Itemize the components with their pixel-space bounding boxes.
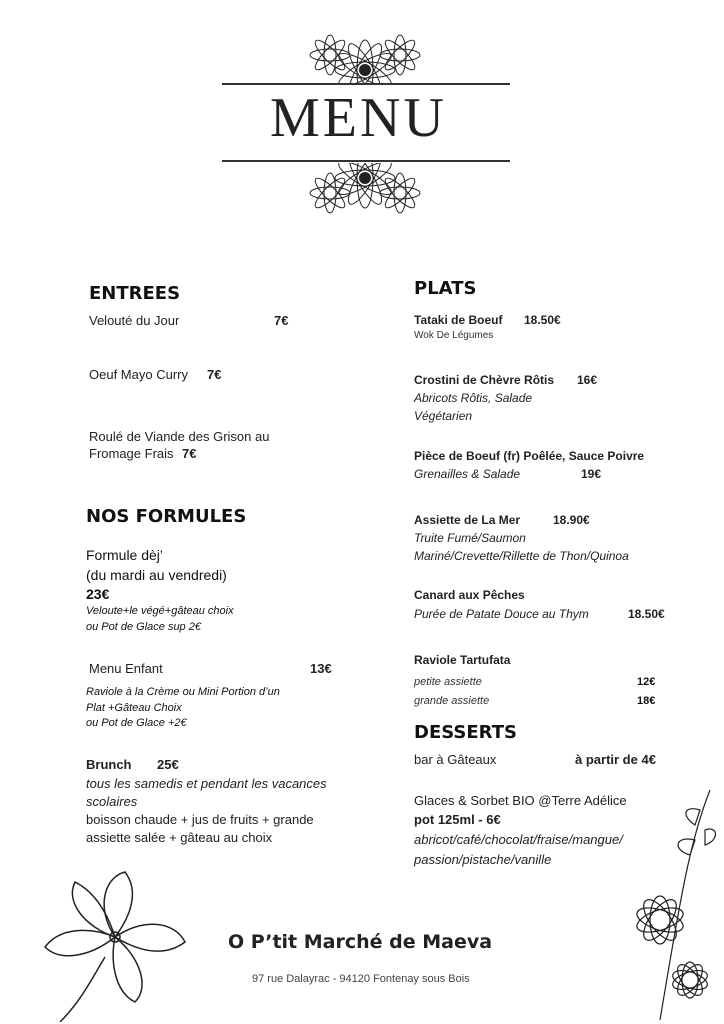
- entrees-heading: ENTREES: [89, 283, 181, 304]
- plat-desc: Végétarien: [414, 409, 473, 423]
- formule-price: 23€: [86, 586, 110, 602]
- plat-name: Assiette de La Mer: [414, 513, 521, 527]
- plat-name: Crostini de Chèvre Rôtis: [414, 373, 555, 387]
- desserts-heading: DESSERTS: [414, 722, 517, 743]
- formule-price: 13€: [310, 661, 332, 676]
- entree-name: Roulé de Viande des Grison au: [89, 429, 270, 444]
- formule-name: Brunch: [86, 757, 132, 772]
- plat-name: Pièce de Boeuf (fr) Poêlée, Sauce Poivre: [414, 449, 645, 463]
- dessert-name: Glaces & Sorbet BIO @Terre Adélice: [414, 793, 627, 808]
- plat-desc: Mariné/Crevette/Rillette de Thon/Quinoa: [414, 549, 629, 563]
- entree-price: 7€: [274, 313, 289, 328]
- title-rule-bottom: [222, 160, 510, 162]
- formule-desc: boisson chaude + jus de fruits + grande: [86, 812, 314, 827]
- plat-price: 19€: [581, 467, 602, 481]
- entree-name: Oeuf Mayo Curry: [89, 367, 188, 382]
- plat-name: Tataki de Boeuf: [414, 313, 503, 327]
- formule-desc: assiette salée + gâteau au choix: [86, 830, 273, 845]
- plat-option: grande assiette: [414, 695, 490, 707]
- restaurant-address: 97 rue Dalayrac - 94120 Fontenay sous Bois: [252, 973, 470, 985]
- formule-desc: ou Pot de Glace +2€: [86, 717, 187, 729]
- entree-name: Velouté du Jour: [89, 313, 180, 328]
- plats-heading: PLATS: [414, 278, 477, 299]
- plat-price: 18.50€: [524, 313, 561, 327]
- page-title: MENU: [270, 87, 447, 149]
- plat-desc: Abricots Rôtis, Salade: [414, 391, 533, 405]
- flower-bottom-left-icon: [20, 862, 220, 1022]
- plat-desc: Purée de Patate Douce au Thym: [414, 607, 589, 621]
- plat-desc: Wok De Légumes: [414, 330, 494, 341]
- dessert-price: pot 125ml - 6€: [414, 812, 501, 827]
- flower-top-decoration: [290, 10, 440, 85]
- formule-days: (du mardi au vendredi): [86, 567, 227, 583]
- formule-name: Menu Enfant: [89, 661, 163, 676]
- formules-heading: NOS FORMULES: [86, 506, 247, 527]
- plat-price: 18.90€: [553, 513, 590, 527]
- dessert-flavors: passion/pistache/vanille: [414, 852, 552, 867]
- formule-desc: Veloute+le végé+gâteau choix: [86, 605, 234, 617]
- plat-desc: Truite Fumé/Saumon: [414, 531, 526, 545]
- plat-option-price: 12€: [637, 676, 656, 688]
- flower-bottom-right-icon: [600, 780, 724, 1024]
- entree-price: 7€: [207, 367, 222, 382]
- formule-desc: Plat +Gâteau Choix: [86, 702, 182, 714]
- formule-name: Formule dèj’: [86, 547, 164, 563]
- entree-name: Fromage Frais: [89, 446, 174, 461]
- formule-price: 25€: [157, 757, 179, 772]
- plat-desc: Grenailles & Salade: [414, 467, 521, 481]
- plat-price: 18.50€: [628, 607, 665, 621]
- dessert-flavors: abricot/café/chocolat/fraise/mangue/: [414, 832, 623, 847]
- plat-option: petite assiette: [414, 676, 482, 688]
- flower-bottom-decoration: [290, 163, 440, 238]
- dessert-name: bar à Gâteaux: [414, 752, 497, 767]
- plat-option-price: 18€: [637, 695, 656, 707]
- entree-price: 7€: [182, 446, 197, 461]
- plat-name: Raviole Tartufata: [414, 653, 511, 667]
- formule-desc: ou Pot de Glace sup 2€: [86, 621, 201, 633]
- formule-desc: Raviole à la Crème ou Mini Portion d’un: [86, 686, 280, 698]
- plat-price: 16€: [577, 373, 598, 387]
- plat-name: Canard aux Pêches: [414, 588, 525, 602]
- dessert-price: à partir de 4€: [575, 752, 656, 767]
- title-rule-top: [222, 83, 510, 85]
- formule-desc: scolaires: [86, 794, 138, 809]
- formule-desc: tous les samedis et pendant les vacances: [86, 776, 327, 791]
- restaurant-name: O P’tit Marché de Maeva: [228, 931, 493, 953]
